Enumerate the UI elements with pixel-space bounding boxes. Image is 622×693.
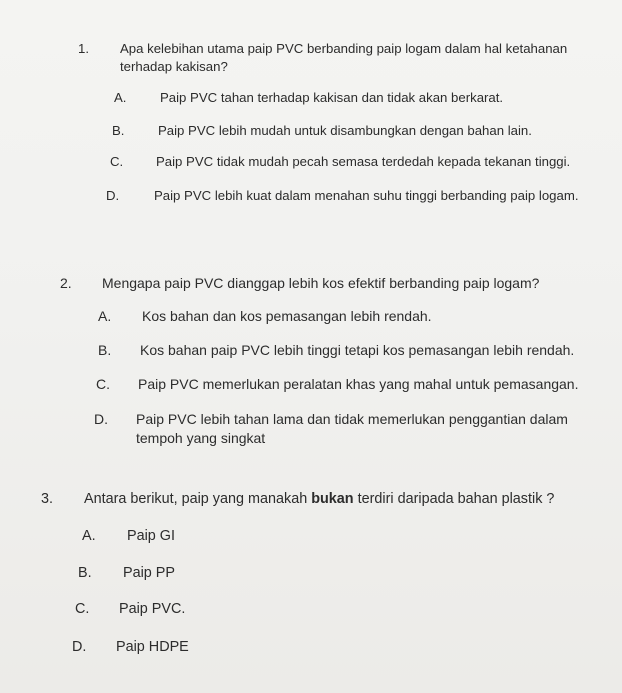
question-text: Mengapa paip PVC dianggap lebih kos efektif berbanding paip logam? xyxy=(102,275,540,291)
emphasis-word: bukan xyxy=(311,491,354,507)
question-number: 2. xyxy=(60,275,72,291)
option-text: Paip GI xyxy=(127,528,175,544)
option-text: Paip PVC tahan terhadap kakisan dan tidak akan berkarat. xyxy=(160,90,504,105)
option-letter: B. xyxy=(98,342,112,358)
option-text: Paip PVC tidak mudah pecah semasa terdedah kepada tekanan tinggi. xyxy=(156,154,571,169)
option-letter: C. xyxy=(110,154,124,169)
question-number: 3. xyxy=(41,491,54,507)
option-letter: A. xyxy=(98,308,112,324)
option-text: Paip PP xyxy=(123,565,175,581)
option-text: Kos bahan dan kos pemasangan lebih rendah. xyxy=(142,308,432,324)
option-letter: D. xyxy=(94,411,108,427)
option-text: Paip PVC memerlukan peralatan khas yang mahal untuk pemasangan. xyxy=(138,376,579,392)
question-text: Apa kelebihan utama paip PVC berbanding paip logam dalam hal ketahanan xyxy=(120,41,568,56)
option-letter: C. xyxy=(96,376,110,392)
question-text xyxy=(84,492,554,506)
option-text: Paip HDPE xyxy=(116,639,189,655)
option-letter: B. xyxy=(78,565,92,581)
option-text: Paip PVC lebih tahan lama dan tidak memerlukan penggantian dalam xyxy=(136,411,568,427)
option-letter: A. xyxy=(82,528,96,544)
option-text: Paip PVC. xyxy=(119,601,186,617)
question-text-part: Antara berikut, paip yang manakah xyxy=(84,491,312,507)
option-text: Paip PVC lebih kuat dalam menahan suhu tinggi berbanding paip logam. xyxy=(154,188,579,203)
question-number: 1. xyxy=(78,41,89,56)
option-letter: C. xyxy=(75,601,90,617)
option-letter: D. xyxy=(106,188,120,203)
option-letter: D. xyxy=(72,639,87,655)
option-text: Kos bahan paip PVC lebih tinggi tetapi kos pemasangan lebih rendah. xyxy=(140,342,575,358)
option-letter: A. xyxy=(114,90,127,105)
option-text-continued: tempoh yang singkat xyxy=(136,430,266,446)
option-text: Paip PVC lebih mudah untuk disambungkan dengan bahan lain. xyxy=(158,123,532,138)
question-text-continued: terhadap kakisan? xyxy=(120,59,228,74)
option-letter: B. xyxy=(112,123,125,138)
question-text-part: terdiri daripada bahan plastik ? xyxy=(353,491,555,507)
